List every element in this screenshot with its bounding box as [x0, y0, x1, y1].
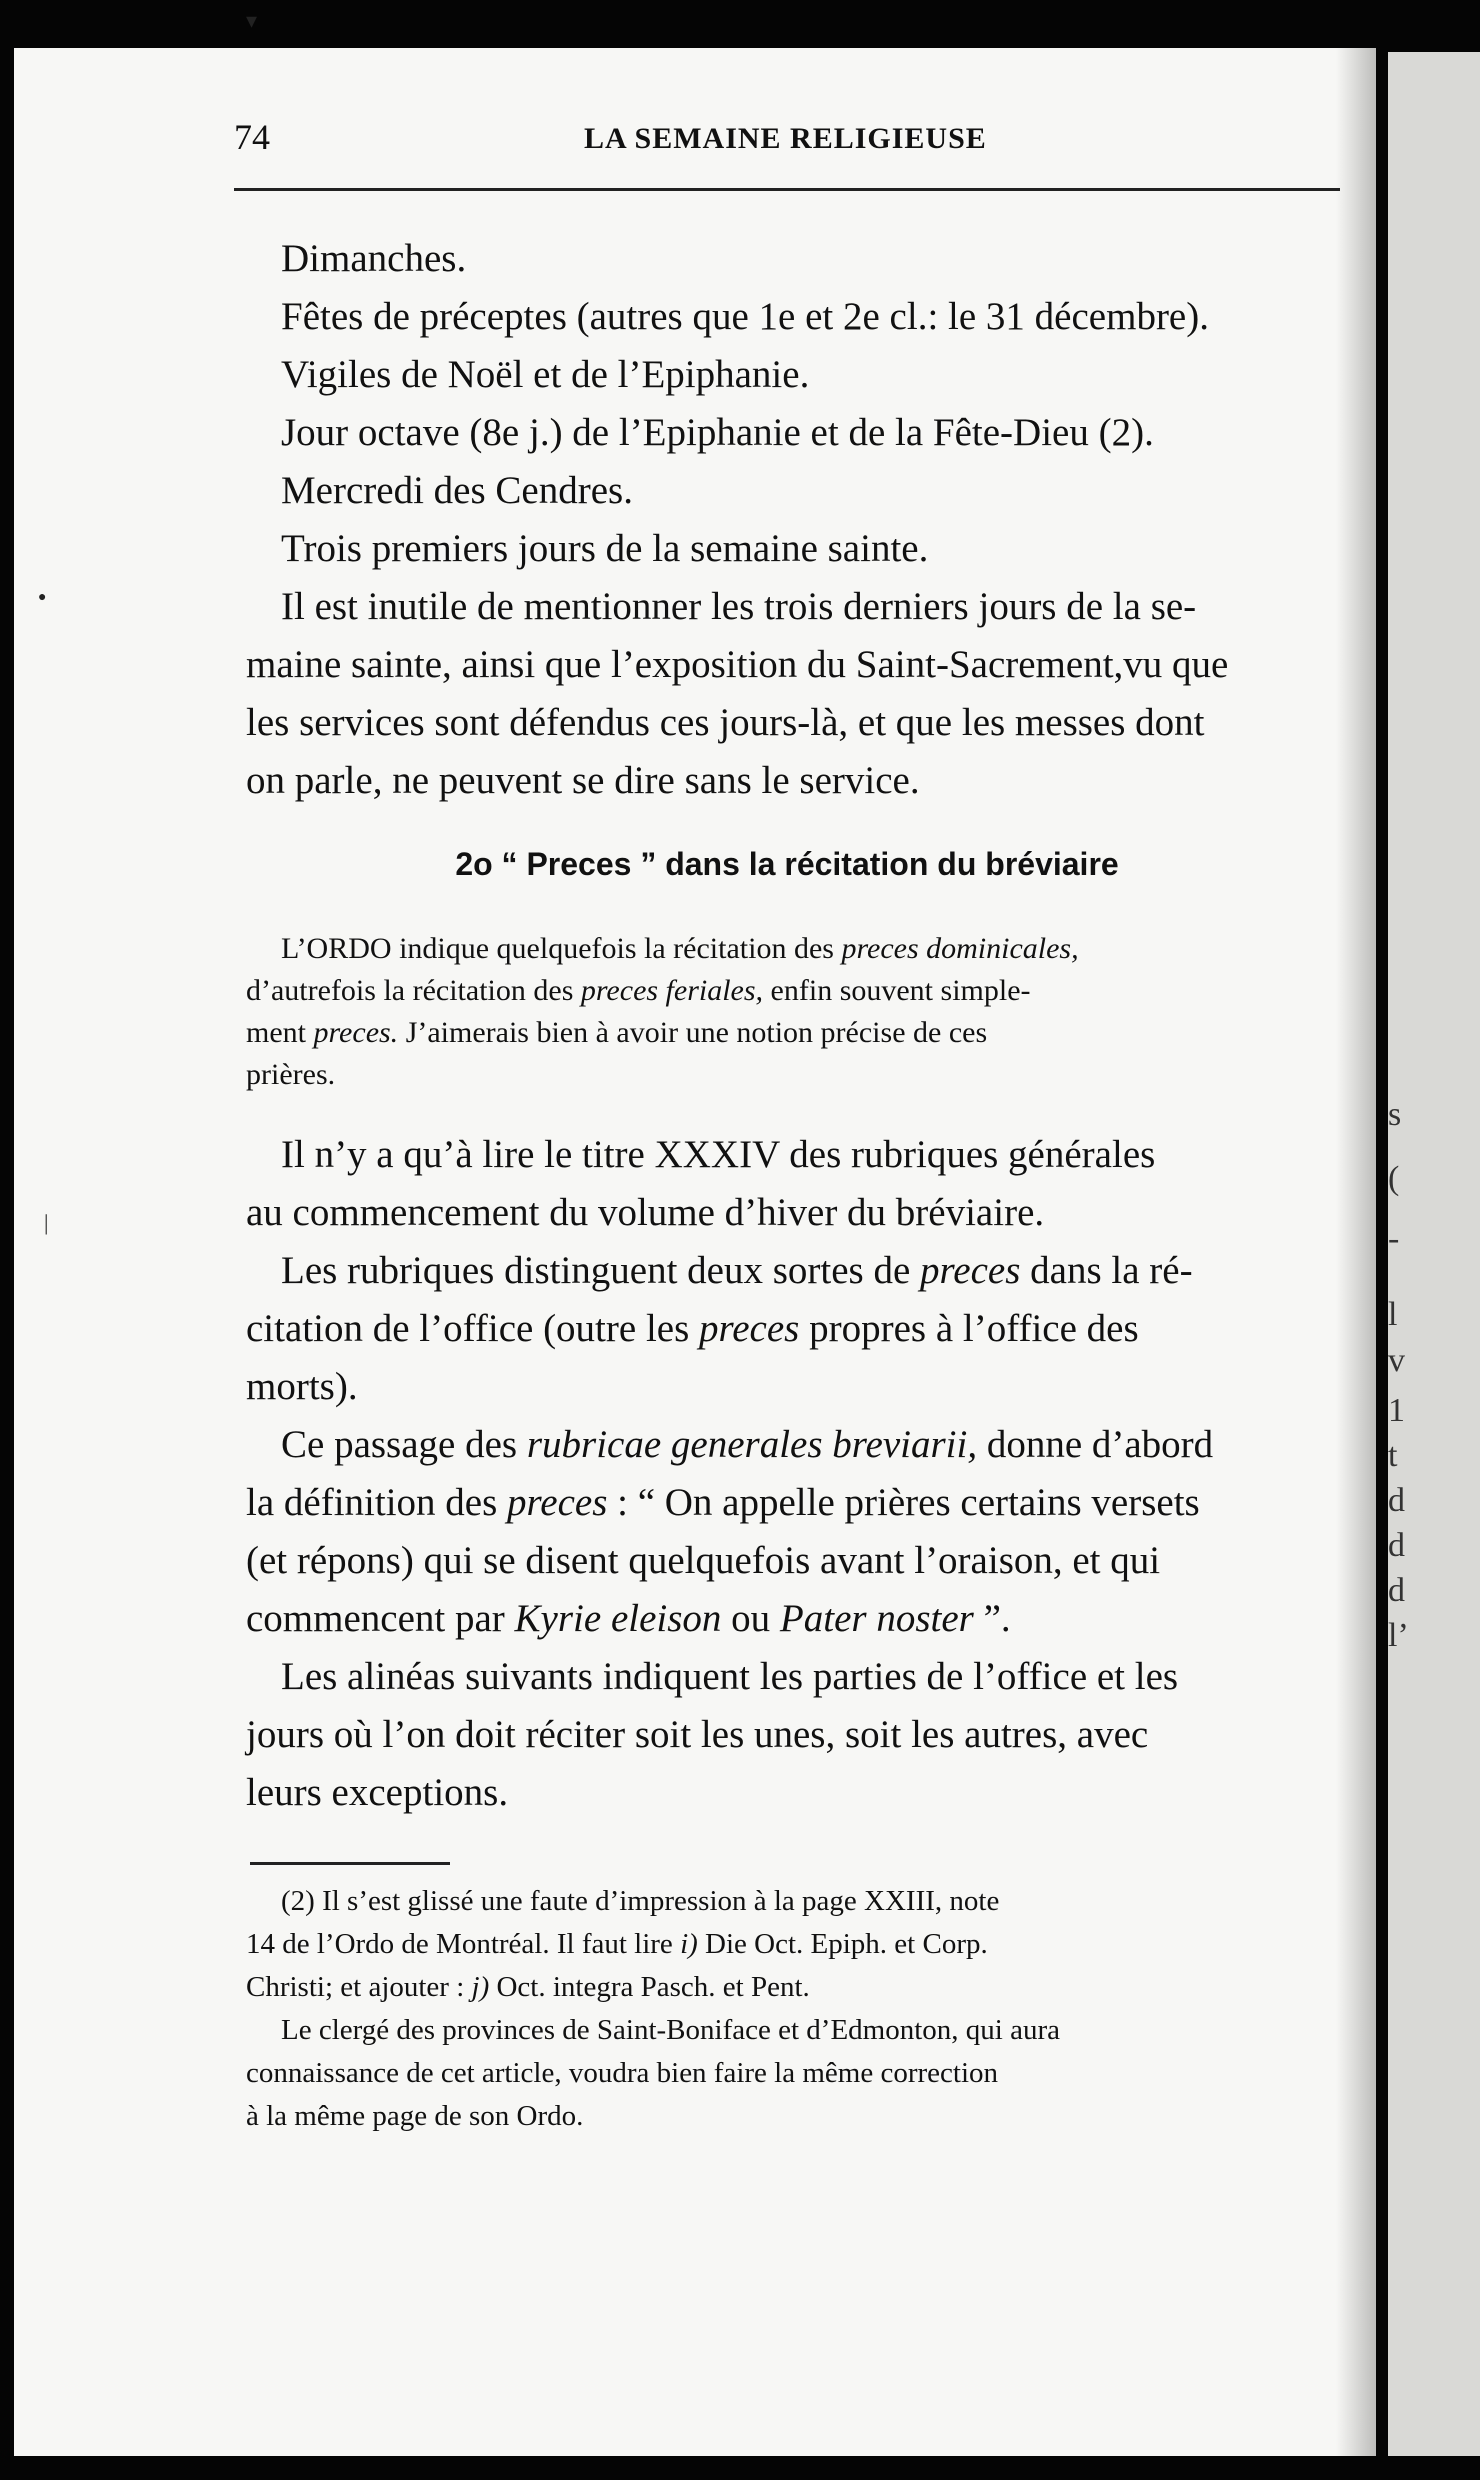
- next-page-fragment: d: [1388, 1482, 1405, 1519]
- paragraph-line: les services sont défendus ces jours-là, et que les messes dont: [246, 701, 1205, 744]
- footnote-rule: [250, 1862, 450, 1865]
- running-title: LA SEMAINE RELIGIEUSE: [584, 122, 987, 155]
- list-line: Jour octave (8e j.) de l’Epiphanie et de la Fête-Dieu (2).: [281, 411, 1154, 454]
- footnote-line: (2) Il s’est glissé une faute d’impression à la page XXIII, note: [281, 1885, 1000, 1917]
- list-line: Trois premiers jours de la semaine sainte.: [281, 527, 929, 570]
- scan-speck: |: [44, 1210, 49, 1235]
- answer-line: jours où l’on doit réciter soit les unes, soit les autres, avec: [246, 1713, 1149, 1756]
- list-line: Dimanches.: [281, 237, 467, 280]
- paragraph-line: maine sainte, ainsi que l’exposition du Saint-Sacrement,vu que: [246, 643, 1229, 686]
- next-page-fragment: d: [1388, 1572, 1405, 1609]
- page-header: [234, 108, 1334, 168]
- answer-line: Ce passage des rubricae generales breviarii, donne d’abord: [281, 1423, 1214, 1466]
- reader-question: [246, 928, 1346, 1096]
- next-page-fragment: (: [1388, 1160, 1400, 1197]
- footnote-line: Le clergé des provinces de Saint-Boniface et d’Edmonton, qui aura: [281, 2014, 1060, 2046]
- next-page-fragment: t: [1388, 1437, 1398, 1474]
- question-line: prières.: [246, 1058, 336, 1091]
- answer-line: citation de l’office (outre les preces propres à l’office des: [246, 1307, 1139, 1350]
- next-page-fragment: -: [1388, 1220, 1400, 1257]
- scan-speck: ▾: [246, 8, 258, 33]
- list-line: Vigiles de Noël et de l’Epiphanie.: [281, 353, 810, 396]
- paragraph-line: Il est inutile de mentionner les trois derniers jours de la se-: [281, 585, 1197, 628]
- footnote-block: [246, 1880, 1346, 2138]
- answer-line: la définition des preces : “ On appelle prières certains versets: [246, 1481, 1200, 1524]
- question-line: L’ORDO indique quelquefois la récitation des preces dominicales,: [281, 932, 1079, 965]
- answer-line: commencent par Kyrie eleison ou Pater noster ”.: [246, 1597, 1011, 1640]
- footnote-line: à la même page de son Ordo.: [246, 2100, 584, 2132]
- section-heading: 2o “ Preces ” dans la récitation du bréviaire: [455, 846, 1119, 882]
- answer-block: [246, 1126, 1346, 1822]
- list-block: [246, 230, 1346, 810]
- list-line: Fêtes de préceptes (autres que 1e et 2e cl.: le 31 décembre).: [281, 295, 1209, 338]
- header-rule: [234, 188, 1340, 191]
- next-page-fragment: d: [1388, 1527, 1405, 1564]
- footnote-line: 14 de l’Ordo de Montréal. Il faut lire i) Die Oct. Epiph. et Corp.: [246, 1928, 988, 1960]
- footnote-line: Christi; et ajouter : j) Oct. integra Pasch. et Pent.: [246, 1971, 810, 2003]
- question-line: ment preces. J’aimerais bien à avoir une notion précise de ces: [246, 1016, 988, 1049]
- list-line: Mercredi des Cendres.: [281, 469, 633, 512]
- next-page-fragment: s: [1388, 1096, 1402, 1133]
- answer-line: (et répons) qui se disent quelquefois avant l’oraison, et qui: [246, 1539, 1161, 1582]
- next-page-fragment: l: [1388, 1296, 1398, 1333]
- question-line: d’autrefois la récitation des preces feriales, enfin souvent simple-: [246, 974, 1031, 1007]
- footnote-line: connaissance de cet article, voudra bien faire la même correction: [246, 2057, 999, 2089]
- next-page-strip: [1388, 52, 1480, 2456]
- next-page-fragment: v: [1388, 1342, 1405, 1379]
- answer-line: leurs exceptions.: [246, 1771, 509, 1814]
- answer-line: Les alinéas suivants indiquent les parties de l’office et les: [281, 1655, 1179, 1698]
- next-page-fragment: 1: [1388, 1392, 1405, 1429]
- scan-speck: ●: [38, 590, 47, 605]
- answer-line: Les rubriques distinguent deux sortes de preces dans la ré-: [281, 1249, 1193, 1292]
- answer-line: au commencement du volume d’hiver du bréviaire.: [246, 1191, 1045, 1234]
- answer-line: Il n’y a qu’à lire le titre XXXIV des rubriques générales: [281, 1133, 1156, 1176]
- page-number: 74: [234, 117, 270, 157]
- answer-line: morts).: [246, 1365, 358, 1408]
- next-page-fragment: l’: [1388, 1617, 1409, 1654]
- paragraph-line: on parle, ne peuvent se dire sans le service.: [246, 759, 920, 802]
